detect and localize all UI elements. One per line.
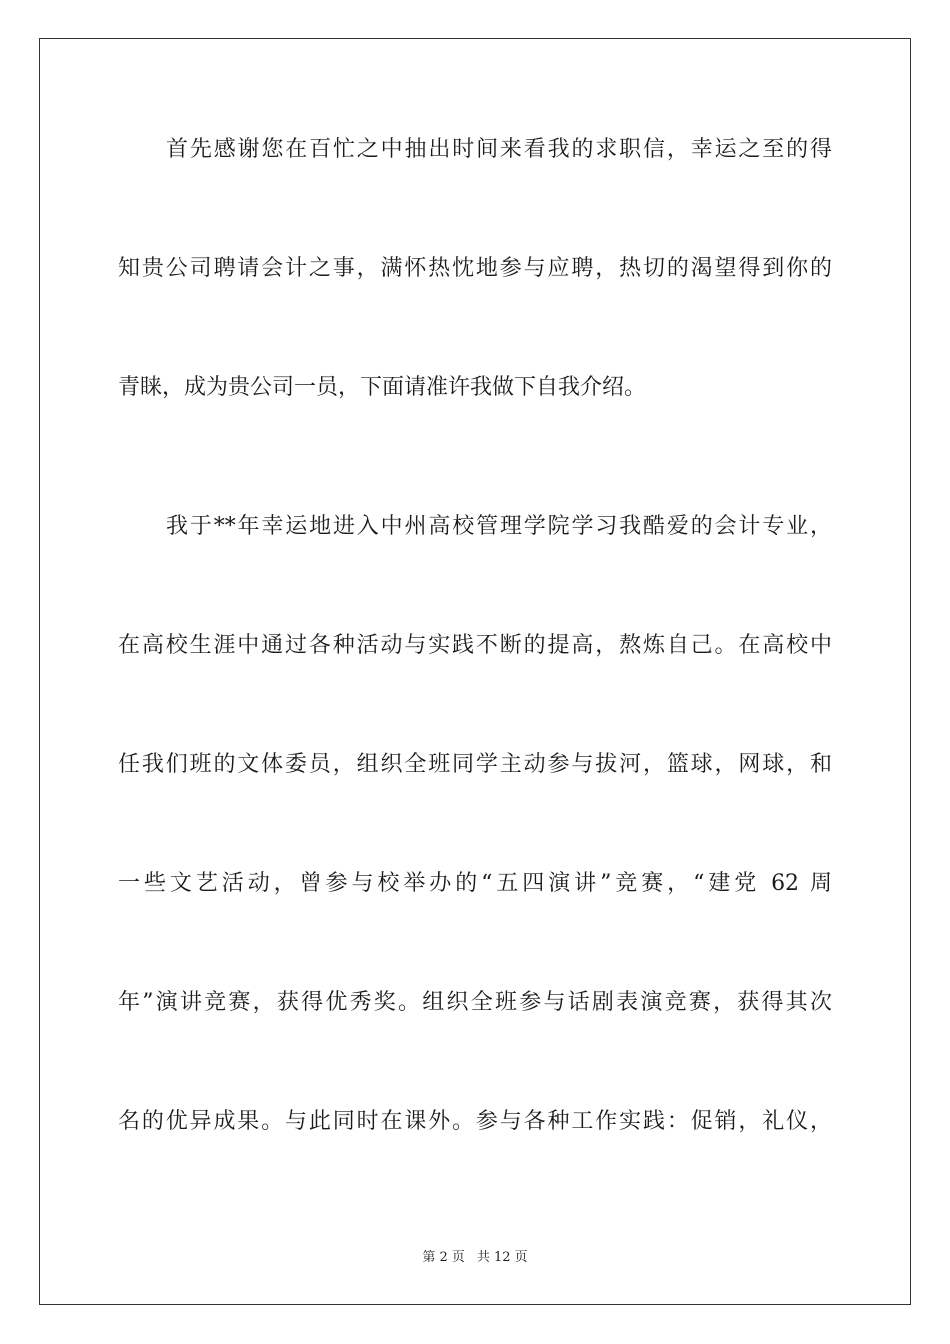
paragraph-1-line-3: 青睐，成为贵公司一员，下面请准许我做下自我介绍。: [118, 375, 647, 400]
paragraph-2-line-1: 我于**年幸运地进入中州高校管理学院学习我酷爱的会计专业，: [166, 514, 832, 539]
paragraph-2-line-6: 名的优异成果。与此同时在课外。参与各种工作实践：促销，礼仪，: [118, 1109, 832, 1134]
page-number: 第 2 页: [422, 1250, 465, 1265]
page-total: 共 12 页: [476, 1250, 528, 1265]
paragraph-2-line-5: 年”演讲竞赛，获得优秀奖。组织全班参与话剧表演竞赛，获得其次: [118, 990, 832, 1015]
paragraph-2-line-3: 任我们班的文体委员，组织全班同学主动参与拔河，篮球，网球，和: [118, 752, 832, 777]
paragraph-2-line-2: 在高校生涯中通过各种活动与实践不断的提高，熬炼自己。在高校中: [118, 633, 832, 658]
page-footer: [0, 1248, 950, 1268]
paragraph-1-line-1: 首先感谢您在百忙之中抽出时间来看我的求职信，幸运之至的得: [166, 137, 832, 162]
paragraph-1-line-2: 知贵公司聘请会计之事，满怀热忱地参与应聘，热切的渴望得到你的: [118, 256, 832, 281]
paragraph-2-line-4: 一些文艺活动，曾参与校举办的“五四演讲”竞赛，“建党 62 周: [118, 871, 832, 896]
